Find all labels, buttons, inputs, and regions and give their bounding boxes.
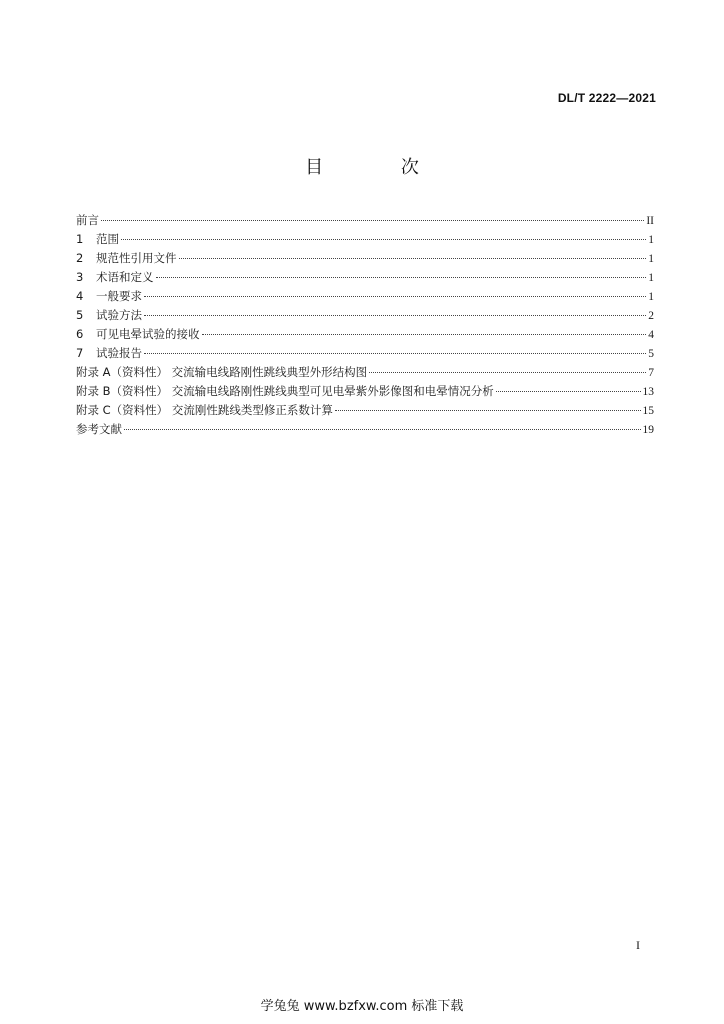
page-number: I bbox=[636, 938, 640, 952]
toc-entry-text: 试验报告 bbox=[96, 346, 142, 360]
toc-entry[interactable] bbox=[76, 249, 654, 268]
toc-entry-number: 1 bbox=[76, 232, 84, 246]
document-code: DL/T 2222—2021 bbox=[557, 91, 656, 105]
toc-leader-dots bbox=[144, 315, 646, 316]
toc-entry-page: II bbox=[646, 215, 654, 227]
toc-entry-label bbox=[76, 420, 122, 439]
toc-entry-label bbox=[76, 249, 177, 268]
toc-entry[interactable] bbox=[76, 287, 654, 306]
toc-leader-dots bbox=[369, 372, 646, 373]
toc-entry-text: 附录 B（资料性） 交流输电线路刚性跳线典型可见电晕紫外影像图和电晕情况分析 bbox=[76, 384, 494, 398]
footer-watermark-text: 学兔兔 www.bzfxw.com 标准下载 bbox=[260, 999, 464, 1014]
toc-entry-text: 一般要求 bbox=[96, 289, 142, 303]
toc-entry-text: 术语和定义 bbox=[96, 270, 154, 284]
toc-entry-page: 1 bbox=[648, 253, 654, 265]
toc-entry-text: 范围 bbox=[96, 232, 119, 246]
toc-entry[interactable] bbox=[76, 268, 654, 287]
toc-entry-text: 参考文献 bbox=[76, 422, 122, 436]
toc-entry[interactable] bbox=[76, 401, 654, 420]
toc-entry-page: 13 bbox=[642, 386, 654, 398]
toc-entry-label bbox=[76, 401, 333, 420]
toc-entry[interactable] bbox=[76, 306, 654, 325]
toc-leader-dots bbox=[202, 334, 647, 335]
toc-entry-number: 2 bbox=[76, 251, 84, 265]
toc-entry-label bbox=[76, 344, 142, 363]
toc-entry[interactable] bbox=[76, 363, 654, 382]
toc-entry-label bbox=[76, 382, 494, 401]
toc-entry-text: 附录 C（资料性） 交流刚性跳线类型修正系数计算 bbox=[76, 403, 333, 417]
toc-entry-text: 规范性引用文件 bbox=[96, 251, 177, 265]
toc-entry[interactable] bbox=[76, 420, 654, 439]
toc-entry-number: 7 bbox=[76, 346, 84, 360]
toc-entry[interactable] bbox=[76, 325, 654, 344]
toc-entry-label bbox=[76, 211, 99, 230]
toc-entry-page: 1 bbox=[648, 234, 654, 246]
toc-entry-text: 试验方法 bbox=[96, 308, 142, 322]
toc-leader-dots bbox=[144, 296, 646, 297]
toc-entry-page: 1 bbox=[648, 291, 654, 303]
toc-leader-dots bbox=[121, 239, 646, 240]
toc-entry-label bbox=[76, 287, 142, 306]
toc-leader-dots bbox=[496, 391, 641, 392]
toc-title: 目 次 bbox=[305, 157, 455, 178]
toc-entry-label bbox=[76, 363, 367, 382]
table-of-contents bbox=[76, 211, 654, 439]
toc-entry-number: 3 bbox=[76, 270, 84, 284]
toc-entry[interactable] bbox=[76, 344, 654, 363]
toc-entry-page: 19 bbox=[642, 424, 654, 436]
toc-entry[interactable] bbox=[76, 382, 654, 401]
toc-entry-number: 6 bbox=[76, 327, 84, 341]
toc-leader-dots bbox=[179, 258, 647, 259]
toc-leader-dots bbox=[144, 353, 646, 354]
toc-leader-dots bbox=[156, 277, 647, 278]
toc-entry-number: 4 bbox=[76, 289, 84, 303]
toc-entry-text: 前言 bbox=[76, 213, 99, 227]
toc-entry-page: 2 bbox=[648, 310, 654, 322]
toc-entry-text: 附录 A（资料性） 交流输电线路刚性跳线典型外形结构图 bbox=[76, 365, 368, 379]
toc-entry-page: 1 bbox=[648, 272, 654, 284]
toc-entry-page: 5 bbox=[648, 348, 654, 360]
toc-entry-page: 15 bbox=[642, 405, 654, 417]
toc-entry-text: 可见电晕试验的接收 bbox=[96, 327, 200, 341]
toc-leader-dots bbox=[101, 220, 644, 221]
toc-entry-label bbox=[76, 230, 119, 249]
toc-entry-label bbox=[76, 306, 142, 325]
toc-entry-label bbox=[76, 268, 154, 287]
toc-entry[interactable] bbox=[76, 211, 654, 230]
toc-entry-page: 4 bbox=[648, 329, 654, 341]
toc-leader-dots bbox=[124, 429, 641, 430]
toc-entry[interactable] bbox=[76, 230, 654, 249]
toc-entry-page: 7 bbox=[648, 367, 654, 379]
toc-entry-label bbox=[76, 325, 200, 344]
toc-entry-number: 5 bbox=[76, 308, 84, 322]
toc-leader-dots bbox=[335, 410, 641, 411]
